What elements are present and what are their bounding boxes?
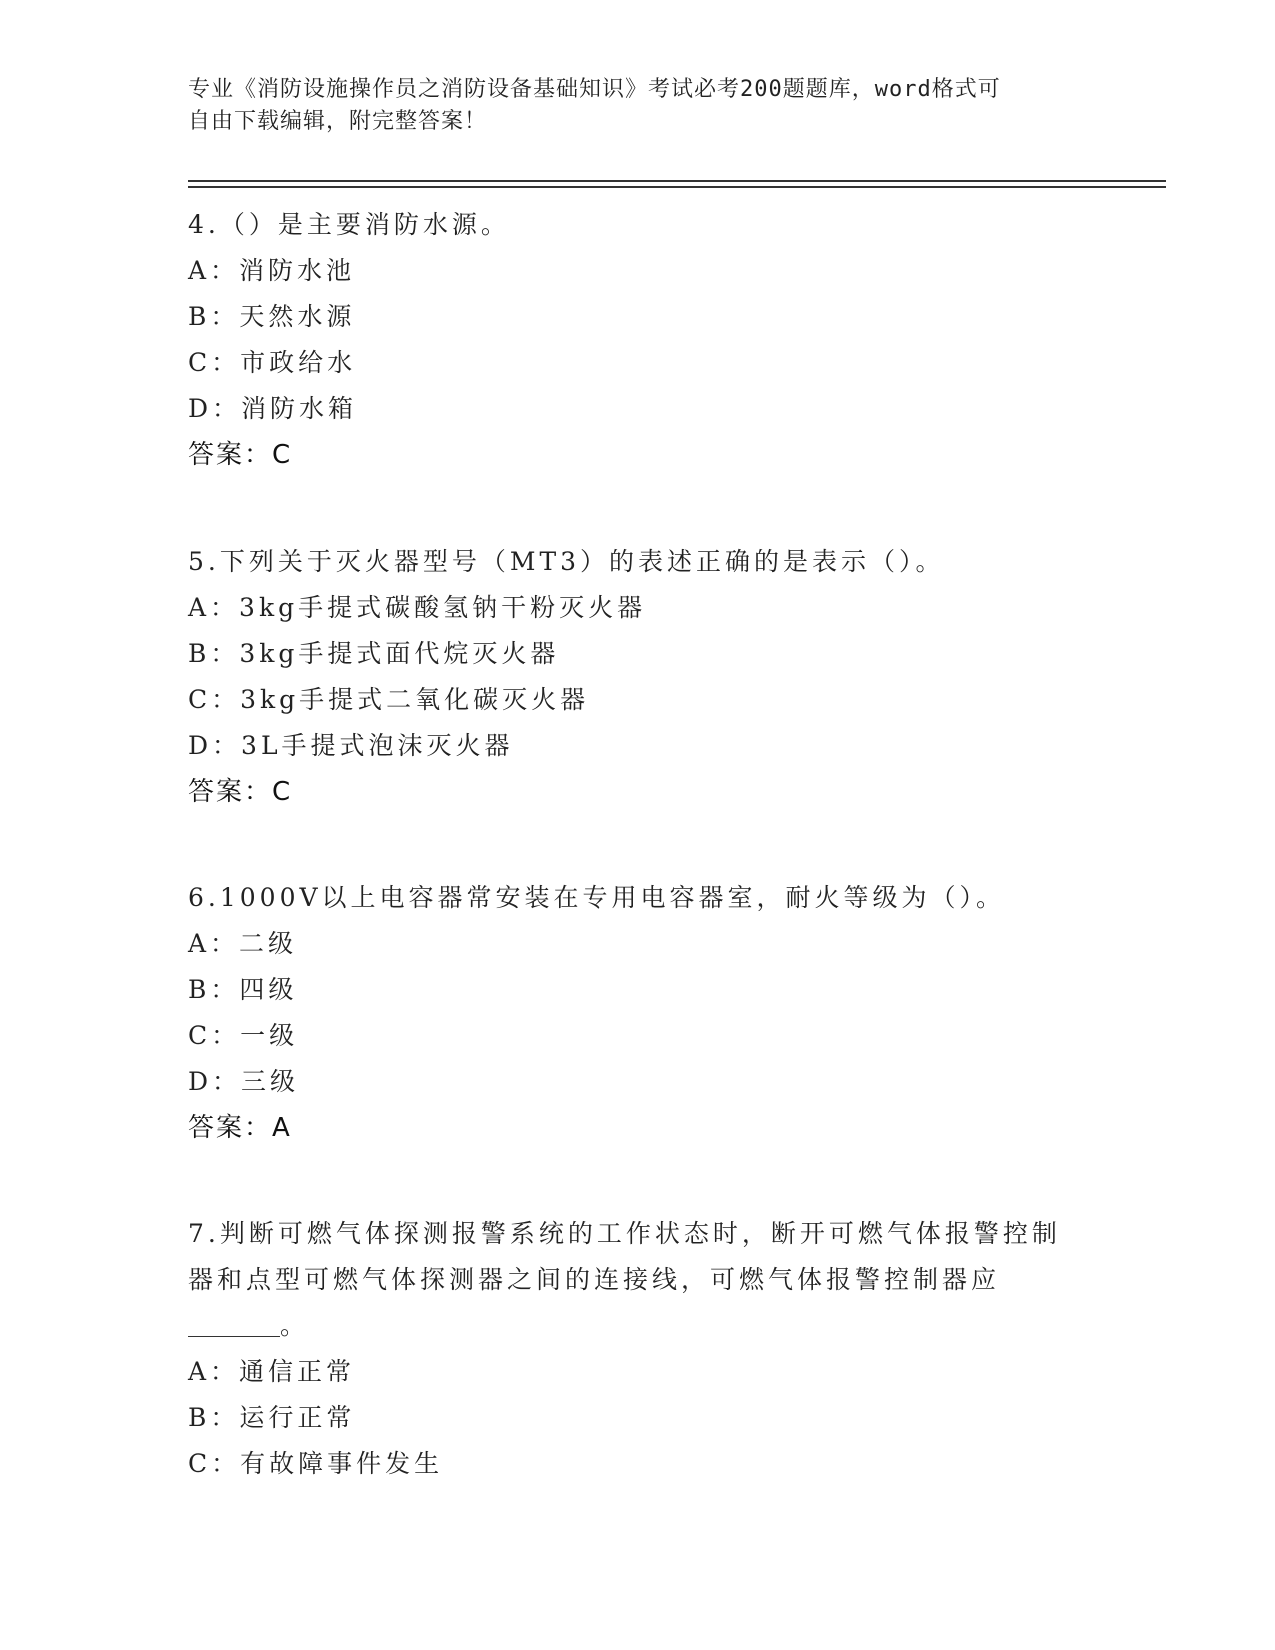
question-7 — [188, 1211, 1088, 1487]
blank-underline — [188, 1306, 280, 1337]
option-c: C：3kg手提式二氧化碳灭火器 — [188, 685, 590, 714]
header-divider-bottom — [188, 186, 1166, 188]
option-b: B：四级 — [188, 975, 298, 1004]
option-b: B：3kg手提式面代烷灭火器 — [188, 639, 560, 668]
blank-period: 。 — [280, 1311, 306, 1340]
option-a: A：3kg手提式碳酸氢钠干粉灭火器 — [188, 593, 647, 622]
document-header — [188, 74, 1068, 138]
question-stem-line-1: 7.判断可燃气体探测报警系统的工作状态时，断开可燃气体报警控制 — [188, 1219, 1061, 1248]
question-stem-line-2: 器和点型可燃气体探测器之间的连接线，可燃气体报警控制器应 — [188, 1265, 1001, 1294]
option-b: B：运行正常 — [188, 1403, 356, 1432]
option-a: A：通信正常 — [188, 1357, 356, 1386]
question-4 — [188, 202, 1088, 478]
question-stem: 5.下列关于灭火器型号（MT3）的表述正确的是表示（）。 — [188, 547, 945, 576]
option-d: D：三级 — [188, 1067, 300, 1096]
question-stem: 4.（）是主要消防水源。 — [188, 210, 510, 239]
question-5 — [188, 539, 1088, 815]
option-a: A：二级 — [188, 929, 298, 958]
answer-label: 答案：C — [188, 777, 293, 807]
answer-label: 答案：A — [188, 1113, 292, 1143]
option-d: D：消防水箱 — [188, 394, 358, 423]
option-c: C：有故障事件发生 — [188, 1449, 444, 1478]
question-stem: 6.1000V以上电容器常安装在专用电容器室，耐火等级为（）。 — [188, 883, 1006, 912]
option-c: C：一级 — [188, 1021, 299, 1050]
header-line-1: 专业《消防设施操作员之消防设备基础知识》考试必考200题题库，word格式可 — [188, 77, 1001, 102]
option-b: B：天然水源 — [188, 302, 356, 331]
option-a: A：消防水池 — [188, 256, 356, 285]
answer-label: 答案：C — [188, 440, 293, 470]
option-d: D：3L手提式泡沫灭火器 — [188, 731, 514, 760]
question-6 — [188, 875, 1088, 1151]
header-line-2: 自由下载编辑，附完整答案！ — [188, 109, 488, 134]
header-divider-top — [188, 180, 1166, 182]
option-c: C：市政给水 — [188, 348, 357, 377]
fill-in-blank — [188, 1303, 1088, 1349]
